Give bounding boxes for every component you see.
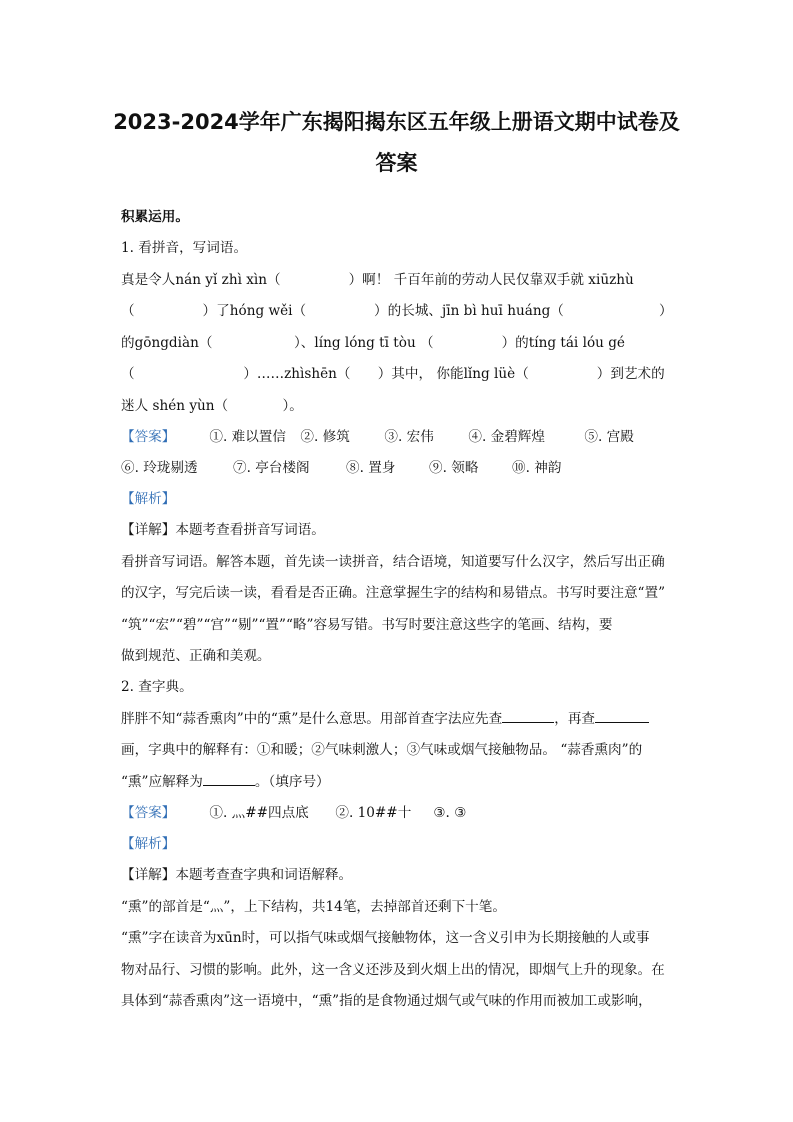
detail-heading: 【详解】本题考查看拼音写词语。 [121,522,325,538]
explain-line: “熏”的部首是“灬”，上下结构，共14笔，去掉部首还剩下十笔。 [121,899,506,915]
q1-text-line: 的gōngdiàn（ ）、líng lóng tī tòu （ ）的tíng tái lóu gé [121,335,625,351]
q1-text-line: 真是令人nán yǐ zhì xìn（ ）啊！ 千百年前的劳动人民仅靠双手就 xiūzhù [121,272,634,288]
q2-answer-row [121,804,677,822]
page-title-line1: 2023-2024学年广东揭阳揭东区五年级上册语文期中试卷及 [113,110,680,134]
answer-item: ①. 难以置信 [209,429,286,445]
answer-item: ⑧. 置身 [346,460,396,476]
analysis-label: 【解析】 [121,491,176,507]
answer-label: 【答案】 [121,805,176,821]
explain-line: “熏”字在读音为xūn时，可以指气味或烟气接触物体，这一含义引申为长期接触的人或事 [121,930,650,946]
answer-item: ①. 灬##四点底 [209,805,309,821]
q2-text-line: 画，字典中的解释有：①和暖；②气味刺激人；③气味或烟气接触物品。 “蒜香熏肉”的 [121,742,643,758]
explain-line: “筑”“宏”“碧”“宫”“剔”“置”“略”容易写错。书写时要注意这些字的笔画、结构，要 [121,617,613,633]
answer-item: ⑦. 亭台楼阁 [233,460,310,476]
q2-text: 。（填序号） [254,774,330,790]
fill-blank [595,710,649,723]
explain-line: 具体到“蒜香熏肉”这一语境中，“熏”指的是食物通过烟气或气味的作用而被加工或影响， [121,993,652,1009]
answer-item: ③. ③ [433,805,467,821]
fill-blank [502,710,554,723]
explain-line: 做到规范、正确和美观。 [121,648,271,664]
answer-item: ②. 修筑 [300,429,350,445]
q1-text-line: 迷人 shén yùn（ ）。 [121,398,303,414]
section-heading: 积累运用。 [121,209,189,225]
page-title-line2: 答案 [375,151,418,175]
q2-text: “熏”应解释为 [121,774,203,790]
q2-text: ，再查 [554,711,596,727]
q2-text-line [121,773,677,791]
answer-item: ④. 金碧辉煌 [468,429,545,445]
explain-line: 的汉字，写完后读一读，看看是否正确。注意掌握生字的结构和易错点。书写时要注意“置” [121,585,666,601]
fill-blank [203,773,255,786]
explain-line: 物对品行、习惯的影响。此外，这一含义还涉及到火烟上出的情况，即烟气上升的现象。在 [121,962,665,978]
q2-text-line [121,710,677,728]
answer-item: ③. 宏伟 [384,429,434,445]
detail-heading: 【详解】本题考查查字典和词语解释。 [121,867,353,883]
q1-text-line: （ ）了hóng wěi（ ）的长城、jīn bì huī huáng（ ） [121,303,673,319]
q2-heading: 2. 查字典。 [121,679,193,695]
answer-item: ⑩. 神韵 [512,460,562,476]
answer-label: 【答案】 [121,429,176,445]
analysis-label: 【解析】 [121,836,176,852]
answer-item: ②. 10##十 [335,805,412,821]
q1-heading: 1. 看拼音，写词语。 [121,240,248,256]
answer-item: ⑨. 领略 [429,460,479,476]
answer-item: ⑥. 玲珑剔透 [121,460,198,476]
q1-answer-row [121,428,677,446]
q1-text-line: （ ）……zhìshēn（ ）其中， 你能lǐng lüè（ ）到艺术的 [121,366,665,382]
answer-item: ⑤. 宫殿 [584,429,634,445]
q1-answer-row [121,459,677,477]
q2-text: 胖胖不知“蒜香熏肉”中的“熏”是什么意思。用部首查字法应先查 [121,711,503,727]
explain-line: 看拼音写词语。解答本题，首先读一读拼音，结合语境，知道要写什么汉字，然后写出正确 [121,554,665,570]
